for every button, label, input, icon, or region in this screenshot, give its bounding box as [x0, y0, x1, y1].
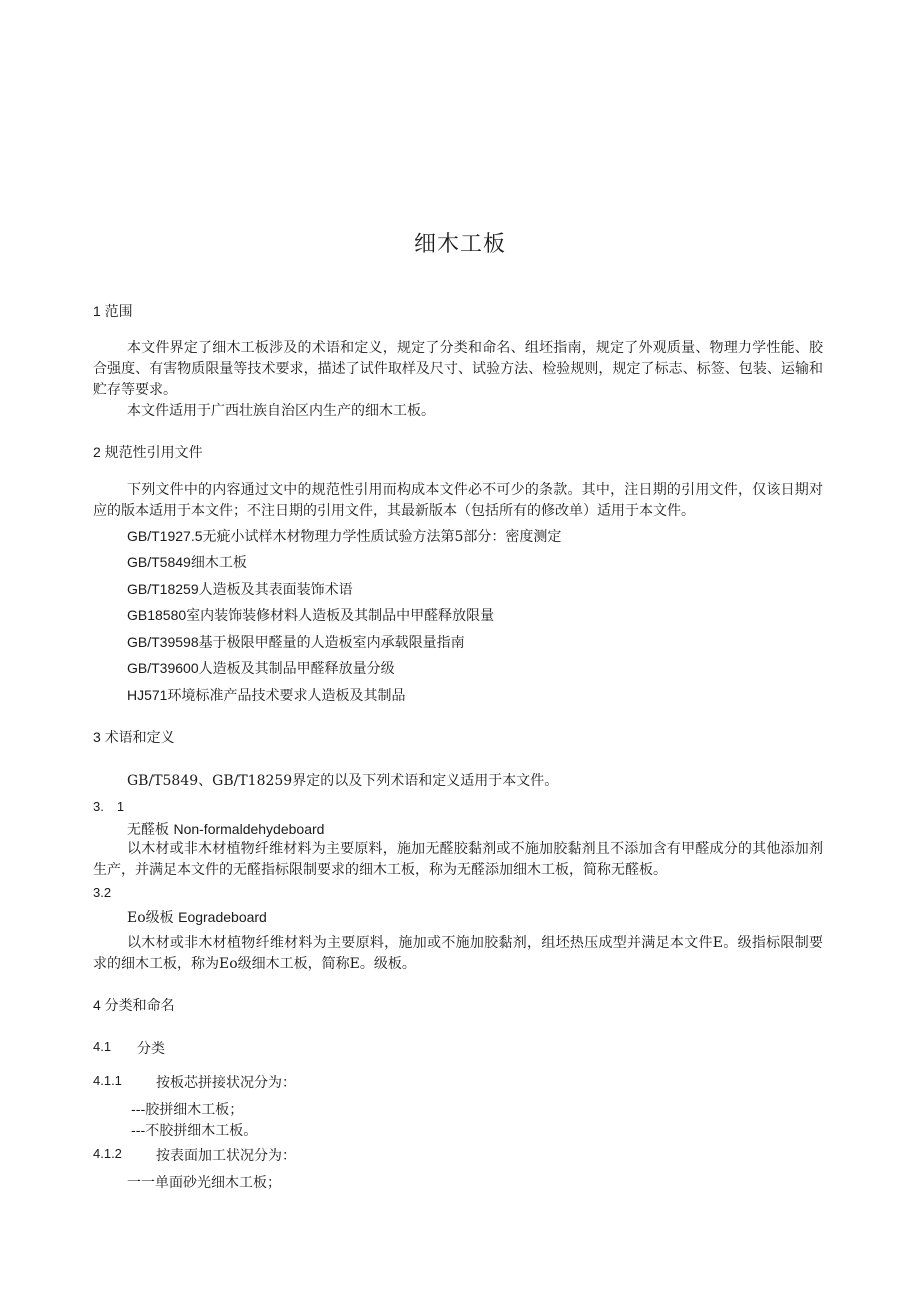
section-3-heading: 3 术语和定义	[93, 729, 175, 745]
reference-item: GB/T18259人造板及其表面装饰术语	[127, 581, 353, 598]
section-3-intro: GB/T5849、GB/T18259界定的以及下列术语和定义适用于本文件。	[127, 773, 559, 789]
reference-item: GB18580室内装饰装修材料人造板及其制品中甲醛释放限量	[127, 607, 495, 624]
reference-item: GB/T39600人造板及其制品甲醛释放量分级	[127, 660, 395, 677]
term-1-number: 3. 1	[93, 799, 125, 814]
list-item: ---胶拼细木工板；	[131, 1102, 244, 1118]
section-2-paragraph-1: 下列文件中的内容通过文中的规范性引用而构成本文件必不可少的条款。其中，注日期的引用文件，仅该日期对应的版本适用于本文件；不注日期的引用文件，其最新版本（包括所有的修改单）适用于本文件。	[93, 482, 823, 519]
subsection-4-1-1-label: 按板芯拼接状况分为：	[156, 1075, 296, 1091]
subsection-4-1-2-label: 按表面加工状况分为：	[156, 1148, 296, 1164]
section-1-paragraph-1: 本文件界定了细木工板涉及的术语和定义，规定了分类和命名、组坯指南，规定了外观质量、物理力学性能、胶合强度、有害物质限量等技术要求，描述了试件取样及尺寸、试验方法、检验规则，规定了标志、标签、包装、运输和贮存等要求。	[93, 340, 823, 398]
subsection-4-1-2-number: 4.1.2	[93, 1146, 122, 1161]
reference-item: GB/T1927.5无疵小试样木材物理力学性质试验方法第5部分：密度测定	[127, 528, 562, 545]
term-1-definition: 以木材或非木材植物纤维材料为主要原料，施加无醛胶黏剂或不施加胶黏剂且不添加含有甲醛成分的其他添加剂生产，并满足本文件的无醛指标限制要求的细木工板，称为无醛添加细木工板，简称无醛板。	[93, 841, 823, 878]
reference-item: HJ571环境标准产品技术要求人造板及其制品	[127, 687, 406, 704]
list-item: 一一单面砂光细木工板；	[127, 1175, 281, 1191]
reference-item: GB/T5849细木工板	[127, 554, 247, 571]
section-1-paragraph-2: 本文件适用于广西壮族自治区内生产的细木工板。	[127, 403, 435, 419]
term-1-title: 无醛板 Non-formaldehydeboard	[127, 821, 325, 838]
section-4-heading: 4 分类和命名	[93, 997, 175, 1013]
subsection-4-1-1-number: 4.1.1	[93, 1073, 122, 1088]
subsection-4-1-number: 4.1	[93, 1039, 112, 1054]
term-2-number: 3.2	[93, 885, 112, 900]
term-2-title: Eo级板 Eogradeboard	[127, 909, 267, 926]
section-1-heading: 1 范围	[93, 303, 133, 319]
reference-item: GB/T39598基于极限甲醛量的人造板室内承载限量指南	[127, 634, 465, 651]
list-item: ---不胶拼细木工板。	[131, 1123, 258, 1139]
page-title: 细木工板	[413, 232, 506, 257]
subsection-4-1-label: 分类	[137, 1041, 165, 1057]
term-2-definition: 以木材或非木材植物纤维材料为主要原料，施加或不施加胶黏剂，组坯热压成型并满足本文件E。级指标限制要求的细木工板，称为Eo级细木工板，简称E。级板。	[93, 935, 823, 972]
section-2-heading: 2 规范性引用文件	[93, 444, 203, 460]
